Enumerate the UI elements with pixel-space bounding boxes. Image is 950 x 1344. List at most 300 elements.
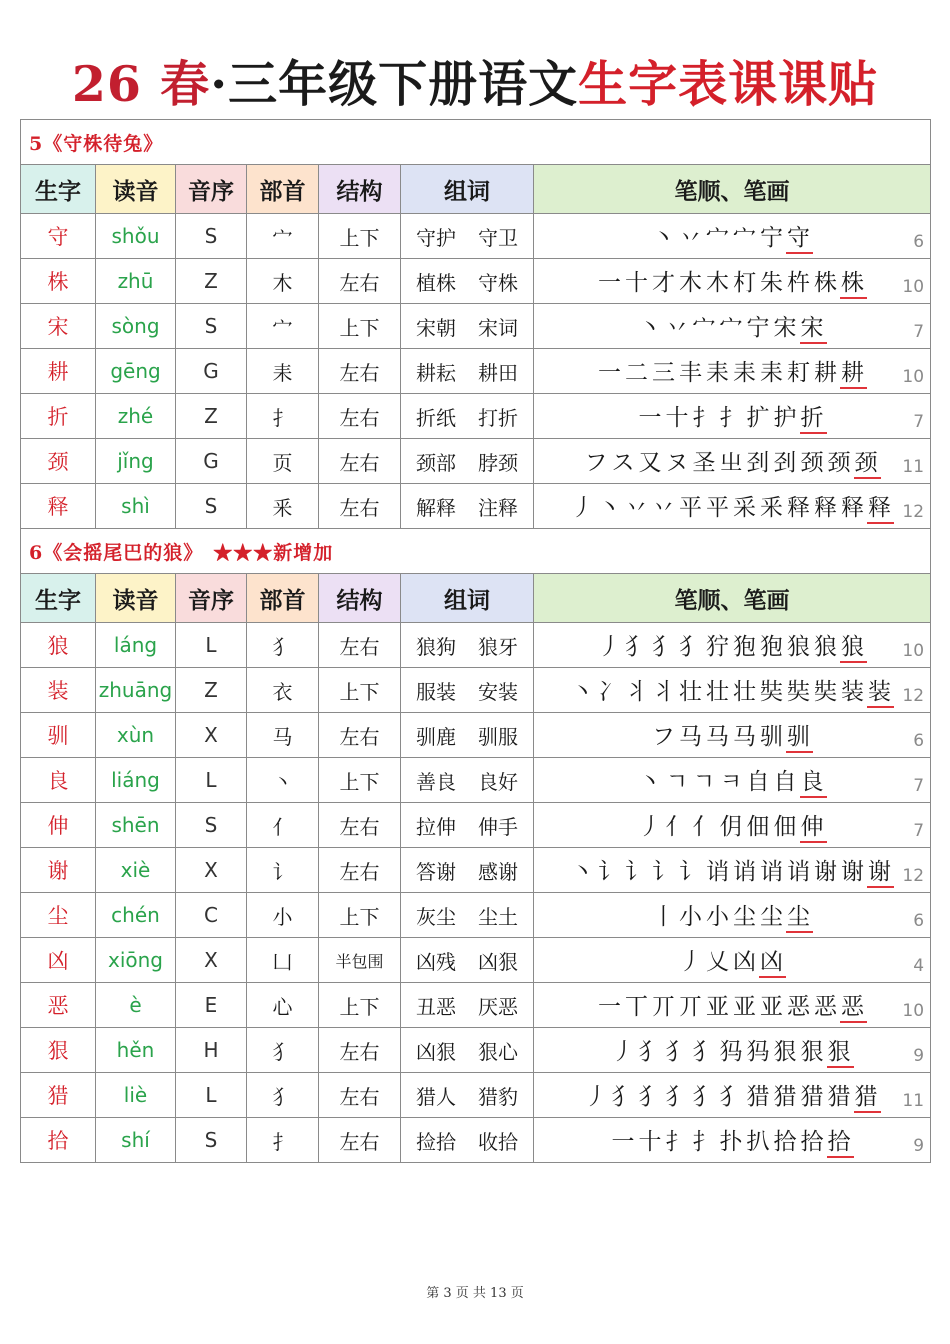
order-cell: G [176, 349, 247, 394]
stroke-step: 护 [773, 404, 799, 431]
radical-cell: 凵 [247, 938, 319, 983]
stroke-step: 朱 [760, 269, 786, 296]
stroke-sequence [597, 270, 867, 296]
word-2: 狠心 [478, 1039, 518, 1064]
stroke-count: 6 [913, 731, 925, 751]
stroke-count: 6 [913, 911, 925, 931]
table-row [21, 893, 931, 938]
stroke-sequence [638, 814, 827, 840]
header-row [21, 574, 931, 623]
stroke-step: 猎 [746, 1083, 772, 1110]
structure-cell: 左右 [319, 623, 401, 668]
order-cell: E [176, 983, 247, 1028]
radical-cell: 亻 [247, 803, 319, 848]
word-1: 耕耘 [416, 360, 456, 385]
stroke-step: 狼 [840, 628, 867, 663]
stroke-sequence [570, 859, 894, 885]
table-row [21, 304, 931, 349]
char-cell: 凶 [21, 938, 96, 983]
word-2: 凶狠 [478, 949, 518, 974]
stroke-step: 丿 [638, 813, 664, 840]
stroke-step: 狠 [773, 1038, 799, 1065]
stroke-step: 犭 [665, 1083, 691, 1110]
word-2: 良好 [478, 769, 518, 794]
stroke-step: 杵 [787, 269, 813, 296]
stroke-count: 11 [902, 1091, 925, 1111]
stroke-step: 仴 [719, 813, 745, 840]
table-row [21, 439, 931, 484]
stroke-step: 丌 [679, 993, 705, 1020]
stroke-step: 一 [598, 269, 624, 296]
header-pinyin: 读音 [96, 574, 176, 623]
pinyin-cell: chén [96, 893, 176, 938]
order-cell: C [176, 893, 247, 938]
stroke-sequence [678, 949, 786, 975]
pinyin-cell: liáng [96, 758, 176, 803]
stroke-step: 装 [867, 673, 894, 708]
radical-cell: 木 [247, 259, 319, 304]
stroke-step: 耒 [706, 359, 732, 386]
order-cell: S [176, 214, 247, 259]
structure-cell: 左右 [319, 1028, 401, 1073]
structure-cell: 上下 [319, 304, 401, 349]
stroke-step: ヌ [665, 449, 691, 476]
table-row [21, 758, 931, 803]
word-1: 狼狗 [416, 634, 456, 659]
strokes-cell [534, 668, 931, 713]
words-cell [401, 394, 534, 439]
stroke-step: 驯 [760, 723, 786, 750]
stroke-step: ス [611, 449, 637, 476]
structure-cell: 半包围 [319, 938, 401, 983]
stroke-step: 狍 [760, 633, 786, 660]
stroke-count: 11 [902, 457, 925, 477]
stroke-step: 恶 [840, 988, 867, 1023]
char-cell: 伸 [21, 803, 96, 848]
table-row [21, 668, 931, 713]
stroke-step: 扌 [692, 1128, 718, 1155]
structure-cell: 上下 [319, 668, 401, 713]
stroke-sequence [597, 994, 867, 1020]
stroke-step: 木 [679, 269, 705, 296]
word-1: 植株 [416, 270, 456, 295]
table-row [21, 1073, 931, 1118]
header-row [21, 165, 931, 214]
strokes-cell [534, 983, 931, 1028]
stroke-step: 才 [652, 269, 678, 296]
stroke-step: 冫 [598, 678, 624, 705]
words-cell [401, 259, 534, 304]
stroke-step: 狠 [800, 1038, 826, 1065]
stroke-step: 丷 [665, 314, 691, 341]
stroke-sequence [584, 1084, 881, 1110]
stroke-step: 十 [625, 269, 651, 296]
stroke-sequence [638, 315, 827, 341]
char-cell: 驯 [21, 713, 96, 758]
pinyin-cell: zhuāng [96, 668, 176, 713]
stroke-step: 十 [665, 404, 691, 431]
stroke-sequence [597, 360, 867, 386]
order-cell: X [176, 848, 247, 893]
radical-cell: 犭 [247, 623, 319, 668]
stroke-step: 守 [786, 219, 813, 254]
char-cell: 狠 [21, 1028, 96, 1073]
order-cell: S [176, 1118, 247, 1163]
pinyin-cell: zhé [96, 394, 176, 439]
structure-cell: 上下 [319, 758, 401, 803]
word-2: 伸手 [478, 814, 518, 839]
stroke-step: 自 [746, 768, 772, 795]
stroke-step: 丌 [652, 993, 678, 1020]
word-2: 耕田 [478, 360, 518, 385]
strokes-cell [534, 1118, 931, 1163]
radical-cell: 心 [247, 983, 319, 1028]
word-2: 收拾 [478, 1129, 518, 1154]
order-cell: S [176, 304, 247, 349]
lesson-title-row [21, 529, 931, 574]
stroke-step: 恶 [814, 993, 840, 1020]
word-2: 守株 [478, 270, 518, 295]
stroke-count: 7 [913, 412, 925, 432]
title-part2: ·三年级下册语文 [210, 55, 579, 113]
stroke-step: 犭 [679, 633, 705, 660]
stroke-step: 刭 [746, 449, 772, 476]
pinyin-cell: shì [96, 484, 176, 529]
page-footer: 第 3 页 共 13 页 [426, 1286, 524, 1301]
radical-cell: 犭 [247, 1028, 319, 1073]
stroke-step: 丬 [625, 678, 651, 705]
stroke-step: 丿 [584, 1083, 610, 1110]
stroke-step: 宋 [800, 309, 827, 344]
structure-cell: 左右 [319, 803, 401, 848]
words-cell [401, 214, 534, 259]
stroke-step: 驯 [786, 718, 813, 753]
radical-cell: 宀 [247, 304, 319, 349]
pinyin-cell: láng [96, 623, 176, 668]
stroke-step: 刭 [773, 449, 799, 476]
words-cell [401, 803, 534, 848]
pinyin-cell: xiè [96, 848, 176, 893]
stroke-step: 犸 [746, 1038, 772, 1065]
stroke-step: ㅋ [719, 768, 745, 795]
header-radical: 部首 [247, 165, 319, 214]
stroke-step: 宀 [719, 314, 745, 341]
word-1: 解释 [416, 495, 456, 520]
stroke-step: 奘 [787, 678, 813, 705]
stroke-step: 小 [679, 903, 705, 930]
word-1: 宋朝 [416, 315, 456, 340]
lesson-title: 5《守株待兔》 [29, 132, 164, 155]
stroke-step: 马 [733, 723, 759, 750]
stroke-step: 丷 [679, 224, 705, 251]
words-cell [401, 1073, 534, 1118]
stroke-step: 㞢 [719, 449, 745, 476]
stroke-step: 凶 [733, 948, 759, 975]
stroke-step: 亚 [706, 993, 732, 1020]
word-1: 答谢 [416, 859, 456, 884]
stroke-step: 一 [598, 359, 624, 386]
strokes-cell [534, 1073, 931, 1118]
stroke-step: 拾 [773, 1128, 799, 1155]
stroke-step: 犸 [719, 1038, 745, 1065]
header-words: 组词 [401, 574, 534, 623]
stroke-step: ㄱ [665, 768, 691, 795]
char-cell: 守 [21, 214, 96, 259]
stroke-step: 犭 [611, 1083, 637, 1110]
stroke-step: 丰 [679, 359, 705, 386]
word-2: 狼牙 [478, 634, 518, 659]
word-1: 凶残 [416, 949, 456, 974]
stroke-step: 伸 [800, 808, 827, 843]
stroke-step: 木 [706, 269, 732, 296]
word-2: 宋词 [478, 315, 518, 340]
stroke-count: 12 [902, 686, 925, 706]
pinyin-cell: sòng [96, 304, 176, 349]
stroke-count: 4 [913, 956, 925, 976]
lesson-title-cell [21, 529, 931, 574]
order-cell: S [176, 484, 247, 529]
stroke-step: 宁 [760, 224, 786, 251]
pinyin-cell: jǐng [96, 439, 176, 484]
stroke-step: 三 [652, 359, 678, 386]
stroke-step: 犭 [692, 1038, 718, 1065]
word-2: 尘土 [478, 904, 518, 929]
pinyin-cell: shǒu [96, 214, 176, 259]
lesson-title: 6《会摇尾巴的狼》 [29, 541, 204, 564]
structure-cell: 左右 [319, 713, 401, 758]
char-cell: 耕 [21, 349, 96, 394]
stroke-step: 奘 [760, 678, 786, 705]
strokes-cell [534, 713, 931, 758]
radical-cell: 马 [247, 713, 319, 758]
stroke-step: フ [584, 449, 610, 476]
words-cell [401, 349, 534, 394]
stroke-step: 扑 [719, 1128, 745, 1155]
stroke-step: 狠 [827, 1033, 854, 1068]
stroke-step: 一 [611, 1128, 637, 1155]
stroke-step: 狼 [814, 633, 840, 660]
table-row [21, 259, 931, 304]
strokes-cell [534, 1028, 931, 1073]
stroke-step: 宀 [706, 224, 732, 251]
word-1: 灰尘 [416, 904, 456, 929]
header-order: 音序 [176, 165, 247, 214]
radical-cell: 犭 [247, 1073, 319, 1118]
words-cell [401, 439, 534, 484]
pinyin-cell: shí [96, 1118, 176, 1163]
stroke-sequence [597, 634, 867, 660]
table-row [21, 484, 931, 529]
order-cell: Z [176, 394, 247, 439]
stroke-sequence [570, 495, 894, 521]
stroke-step: 诮 [760, 858, 786, 885]
order-cell: L [176, 758, 247, 803]
words-cell [401, 1028, 534, 1073]
stroke-step: 朾 [733, 269, 759, 296]
stroke-step: 讠 [598, 858, 624, 885]
structure-cell: 左右 [319, 1118, 401, 1163]
pinyin-cell: shēn [96, 803, 176, 848]
header-order: 音序 [176, 574, 247, 623]
structure-cell: 上下 [319, 214, 401, 259]
radical-cell: 扌 [247, 1118, 319, 1163]
stroke-count: 10 [902, 277, 925, 297]
stroke-step: 壮 [706, 678, 732, 705]
table-row [21, 713, 931, 758]
words-cell [401, 758, 534, 803]
stroke-step: 耒 [733, 359, 759, 386]
strokes-cell [534, 259, 931, 304]
stroke-step: 犭 [692, 1083, 718, 1110]
word-1: 猎人 [416, 1084, 456, 1109]
stroke-step: 丬 [652, 678, 678, 705]
stroke-step: 亻 [665, 813, 691, 840]
stroke-step: 扩 [746, 404, 772, 431]
stroke-step: 谢 [867, 853, 894, 888]
stroke-step: 犭 [665, 1038, 691, 1065]
char-cell: 尘 [21, 893, 96, 938]
header-strokes: 笔顺、笔画 [534, 574, 931, 623]
structure-cell: 左右 [319, 394, 401, 439]
stroke-step: 犭 [625, 633, 651, 660]
table-row [21, 803, 931, 848]
stroke-step: フ [652, 723, 678, 750]
stroke-step: 猎 [800, 1083, 826, 1110]
page-title [0, 52, 950, 116]
header-structure: 结构 [319, 165, 401, 214]
radical-cell: 小 [247, 893, 319, 938]
lesson-title-row [21, 120, 931, 165]
stroke-count: 7 [913, 776, 925, 796]
stroke-step: 拾 [800, 1128, 826, 1155]
stroke-step: 小 [706, 903, 732, 930]
stroke-step: 自 [773, 768, 799, 795]
word-2: 厌恶 [478, 994, 518, 1019]
stroke-step: 壮 [733, 678, 759, 705]
stroke-step: 讠 [625, 858, 651, 885]
stroke-step: 奘 [814, 678, 840, 705]
char-cell: 拾 [21, 1118, 96, 1163]
stroke-step: 颈 [827, 449, 853, 476]
stroke-step: 猎 [773, 1083, 799, 1110]
pinyin-cell: zhū [96, 259, 176, 304]
stroke-step: 马 [679, 723, 705, 750]
strokes-cell [534, 938, 931, 983]
structure-cell: 左右 [319, 349, 401, 394]
stroke-step: 宀 [692, 314, 718, 341]
word-1: 守护 [416, 225, 456, 250]
strokes-cell [534, 848, 931, 893]
stroke-count: 7 [913, 821, 925, 841]
word-1: 驯鹿 [416, 724, 456, 749]
structure-cell: 左右 [319, 484, 401, 529]
word-1: 凶狠 [416, 1039, 456, 1064]
stroke-step: 亚 [733, 993, 759, 1020]
stroke-step: 株 [840, 264, 867, 299]
stroke-step: 颈 [854, 444, 881, 479]
strokes-cell [534, 349, 931, 394]
stroke-sequence [570, 679, 894, 705]
character-table [20, 119, 931, 1163]
strokes-cell [534, 803, 931, 848]
stroke-step: 又 [638, 449, 664, 476]
stroke-count: 6 [913, 232, 925, 252]
stroke-step: 扒 [746, 1128, 772, 1155]
stroke-step: 十 [638, 1128, 664, 1155]
word-2: 注释 [478, 495, 518, 520]
stroke-step: 装 [841, 678, 867, 705]
stroke-step: 马 [706, 723, 732, 750]
word-2: 守卫 [478, 225, 518, 250]
pinyin-cell: xùn [96, 713, 176, 758]
stroke-step: 讠 [679, 858, 705, 885]
stroke-step: 二 [625, 359, 651, 386]
word-1: 折纸 [416, 405, 456, 430]
stroke-step: 丅 [625, 993, 651, 1020]
stroke-count: 10 [902, 367, 925, 387]
stroke-step: 丶 [571, 678, 597, 705]
stroke-step: 丷 [652, 494, 678, 521]
char-cell: 良 [21, 758, 96, 803]
stroke-step: 乂 [706, 948, 732, 975]
stroke-step: 丶 [571, 858, 597, 885]
stroke-step: 宀 [733, 224, 759, 251]
word-2: 打折 [478, 405, 518, 430]
word-2: 猎豹 [478, 1084, 518, 1109]
radical-cell: 丶 [247, 758, 319, 803]
stroke-step: 丿 [679, 948, 705, 975]
stroke-step: 拾 [827, 1123, 854, 1158]
stroke-count: 10 [902, 1001, 925, 1021]
stroke-step: 狞 [706, 633, 732, 660]
pinyin-cell: è [96, 983, 176, 1028]
stroke-step: ㄱ [692, 768, 718, 795]
words-cell [401, 484, 534, 529]
stroke-step: 犭 [638, 1083, 664, 1110]
stroke-count: 12 [902, 866, 925, 886]
radical-cell: 耒 [247, 349, 319, 394]
word-2: 驯服 [478, 724, 518, 749]
stroke-step: 释 [814, 494, 840, 521]
words-cell [401, 304, 534, 349]
order-cell: Z [176, 668, 247, 713]
stroke-step: 凶 [759, 943, 786, 978]
stroke-count: 9 [913, 1046, 925, 1066]
order-cell: H [176, 1028, 247, 1073]
char-cell: 猎 [21, 1073, 96, 1118]
stroke-step: 释 [841, 494, 867, 521]
stroke-step: 扌 [665, 1128, 691, 1155]
stroke-step: 耕 [814, 359, 840, 386]
stroke-step: 折 [800, 399, 827, 434]
stroke-step: 丶 [638, 314, 664, 341]
table-row [21, 623, 931, 668]
order-cell: L [176, 623, 247, 668]
radical-cell: 页 [247, 439, 319, 484]
words-cell [401, 668, 534, 713]
stroke-step: 恶 [787, 993, 813, 1020]
structure-cell: 左右 [319, 848, 401, 893]
stroke-step: 一 [638, 404, 664, 431]
stroke-step: 丿 [571, 494, 597, 521]
word-2: 感谢 [478, 859, 518, 884]
radical-cell: 衣 [247, 668, 319, 713]
stroke-step: 丨 [652, 903, 678, 930]
stroke-step: 耓 [787, 359, 813, 386]
stroke-step: 丶 [598, 494, 624, 521]
stroke-step: 谢 [841, 858, 867, 885]
table-row [21, 983, 931, 1028]
